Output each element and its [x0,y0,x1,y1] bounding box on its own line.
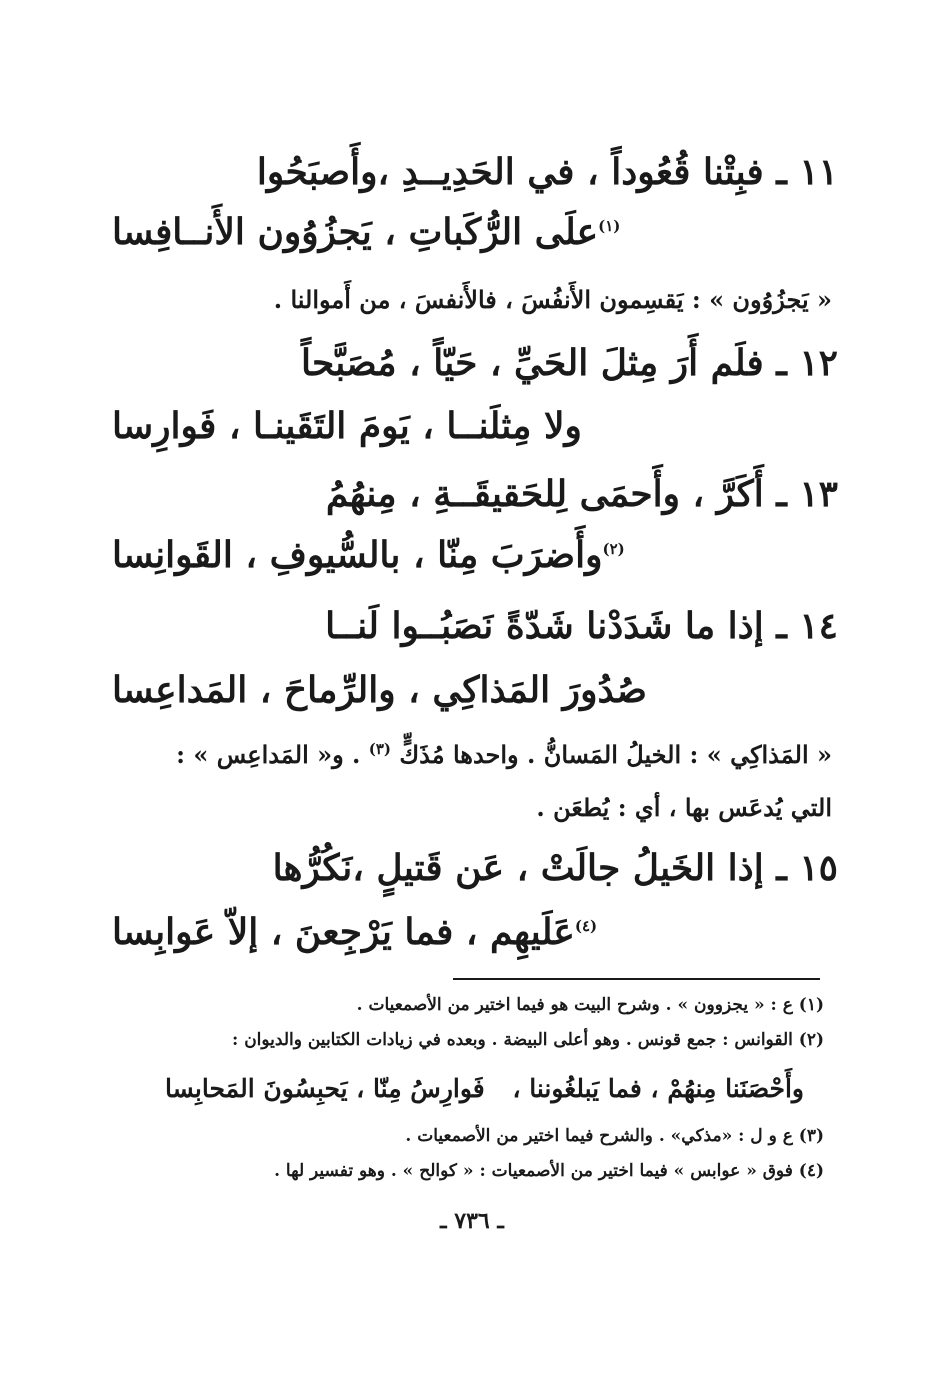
footnote-ref-3: (٣) [368,740,392,758]
footnote-4: (٤) فوق « عوابس » فيما اختير من الأصمعيات : « كوالح » . وهو تفسير لها . [274,1161,824,1181]
verse-15-first-hemistich: ١٥ ـ إذا الخَيلُ جالَتْ ، عَن قَتيلٍ ،نَكُرُّها [272,847,838,889]
verse-13-second-text: وأَضرَبَ مِنّا ، بالسُّيوفِ ، القَوانِسا [112,534,603,576]
footnote-ref-1: (١) [598,217,621,235]
verse-11-second-hemistich [112,211,621,253]
gloss-yajzuwun: « يَجزُوُون » : يَقسِمون الأَنفُسَ ، فالأَنفسَ ، من أَموالنا . [273,285,832,314]
footnote-separator [453,978,820,980]
footnote-ref-4: (٤) [574,917,598,935]
footnote-1: (١) ع : « يجزوون » . وشرح البيت هو فيما اختير من الأصمعيات . [356,995,824,1015]
verse-13-first-hemistich: ١٣ ـ أَكَرَّ ، وأَحمَى لِلحَقيقَــةِ ، مِنهُمُ [325,473,838,515]
footnote-ref-2: (٢) [602,540,625,558]
gloss-madhaki [176,742,832,767]
verse-11-second-text: علَى الرُّكَباتِ ، يَجزُوُون الأَنــافِسا [112,211,599,253]
verse-11-first-hemistich: ١١ ـ فبِتْنا قُعُوداً ، في الحَدِيــدِ ،وأَصبَحُوا [256,151,838,193]
verse-14-second-hemistich: صُدُورَ المَذاكِي ، والرِّماحَ ، المَداعِسا [112,669,647,711]
footnote-2: (٢) القوانس : جمع قونس . وهو أعلى البيضة . وبعده في زيادات الكتابين والديوان : [232,1030,824,1050]
gloss-madhaki-text: « المَذاكِي » : الخيلُ المَسانُّ . واحدها مُذَكٍّ [399,740,832,769]
verse-13-second-hemistich [112,534,625,576]
footnote-2-verse-first: وأَحْصَنَنا مِنهُمْ ، فما يَبلغُوننا ، [512,1074,804,1103]
gloss-madais-lead: . و« المَداعِس » : [176,740,361,769]
verse-12-first-hemistich: ١٢ ـ فلَم أَرَ مِثلَ الحَيِّ ، حَيّاً ، مُصَبَّحاً [300,342,838,384]
footnote-3: (٣) ع و ل : «مذكي» . والشرح فيما اختير من الأصمعيات . [405,1126,824,1146]
verse-14-first-hemistich: ١٤ ـ إذا ما شَدَدْنا شَدّةً نَصَبُــوا لَنــا [325,605,838,647]
footnote-2-verse-second: فَوارِسُ مِنّا ، يَحبِسُونَ المَحابِسا [165,1074,485,1103]
verse-15-second-hemistich [112,911,598,953]
verse-12-second-hemistich: ولا مِثلَنــا ، يَومَ التَقَينـا ، فَوارِسا [112,405,582,447]
verse-15-second-text: عَلَيهِم ، فما يَرْجِعنَ ، إلاّ عَوابِسا [112,911,575,953]
page-number: ـ ٧٣٦ ـ [440,1208,504,1234]
gloss-madais: التي يُدعَس بها ، أي : يُطعَن . [536,793,832,822]
